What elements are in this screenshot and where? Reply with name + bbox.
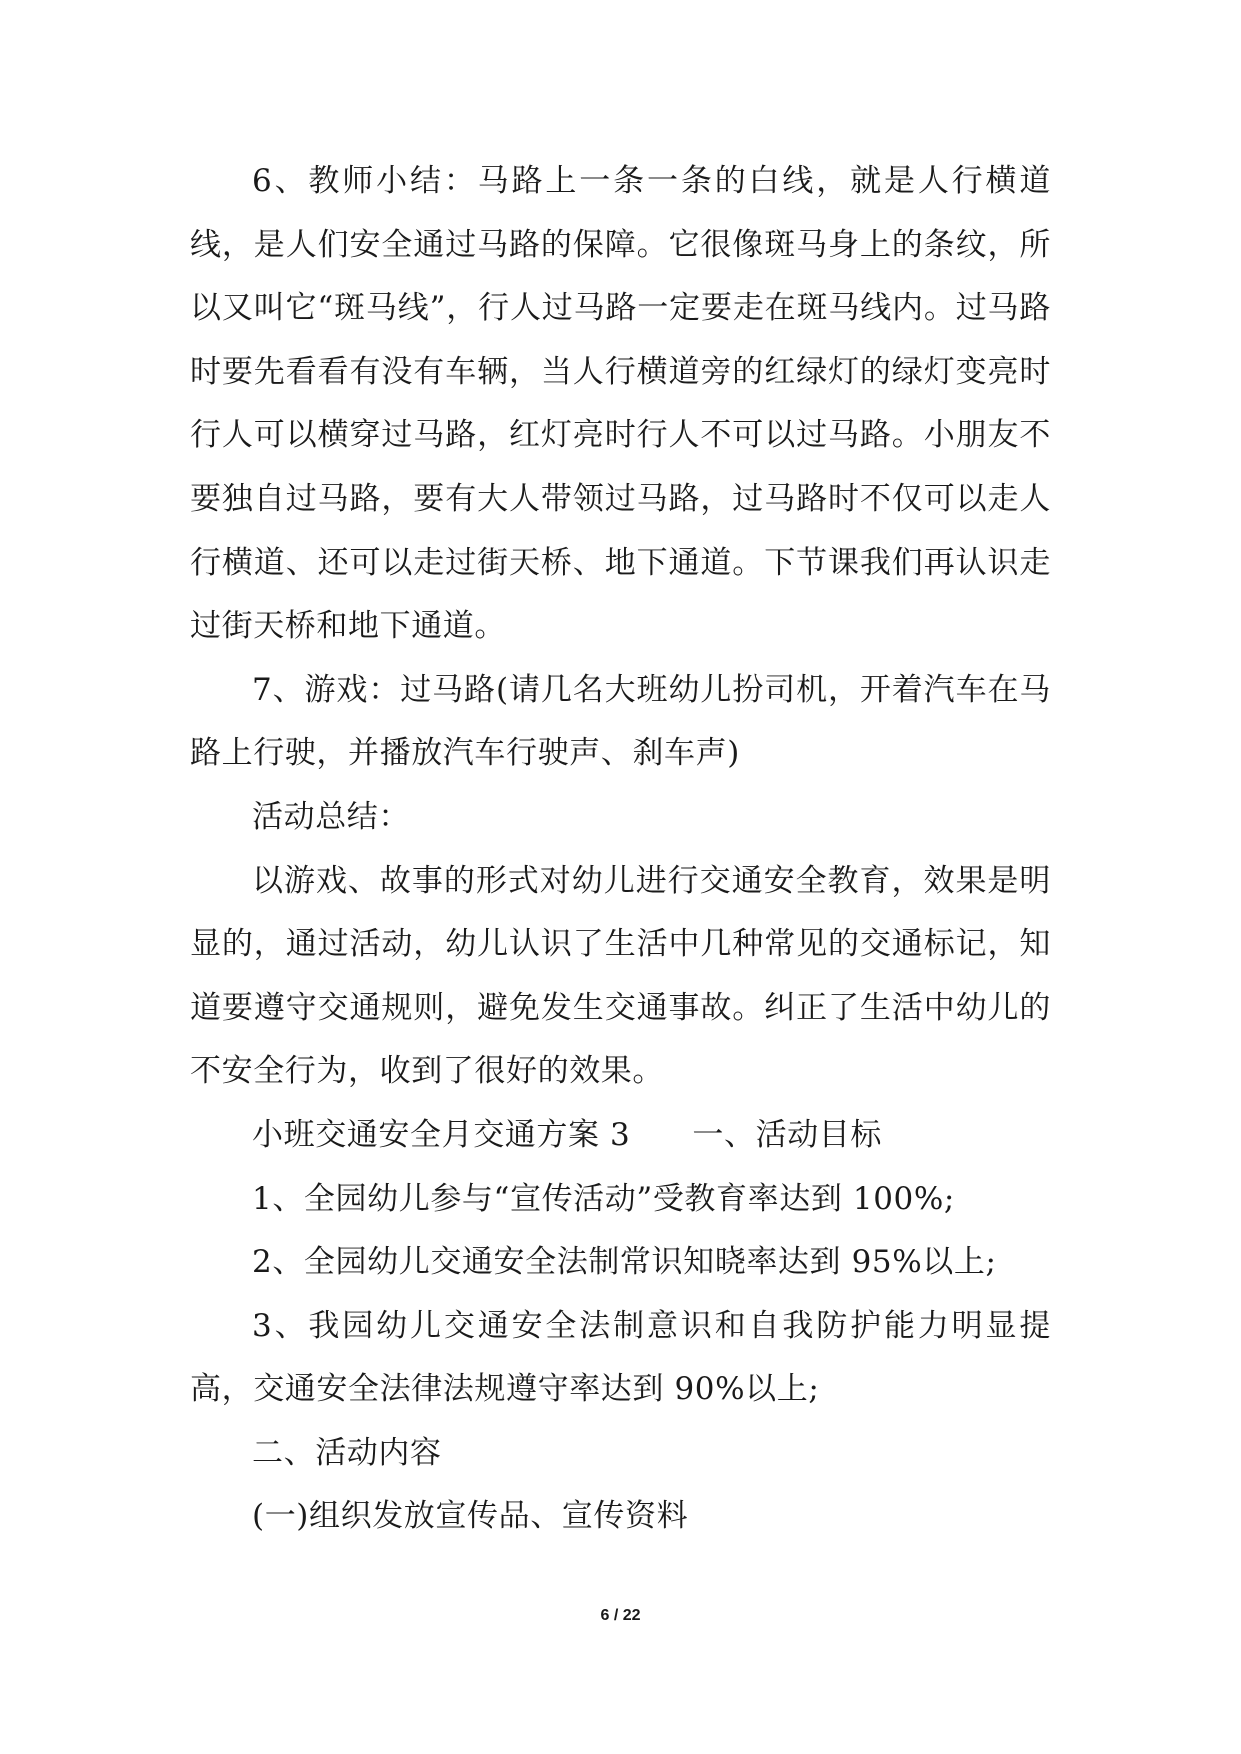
objective-3: 3、我园幼儿交通安全法制意识和自我防护能力明显提高，交通安全法律法规遵守率达到 90%以上; bbox=[190, 1307, 1051, 1408]
paragraph-activity-summary-heading: 活动总结： bbox=[252, 798, 410, 835]
paragraph-activity-summary: 以游戏、故事的形式对幼儿进行交通安全教育，效果是明显的，通过活动，幼儿认识了生活中几种常见的交通标记，知道要遵守交通规则，避免发生交通事故。纠正了生活中幼儿的不安全行为，收到了很好的效果。 bbox=[190, 862, 1051, 1090]
document-body bbox=[190, 150, 1051, 1549]
page-number: 6 / 22 bbox=[600, 1607, 641, 1624]
objectives-heading: 一、活动目标 bbox=[692, 1116, 882, 1153]
objective-2: 2、全园幼儿交通安全法制常识知晓率达到 95%以上; bbox=[252, 1244, 997, 1281]
content-item-1: (一)组织发放宣传品、宣传资料 bbox=[252, 1498, 689, 1535]
content-heading: 二、活动内容 bbox=[252, 1434, 442, 1471]
paragraph-teacher-summary: 6、教师小结：马路上一条一条的白线，就是人行横道线，是人们安全通过马路的保障。它很像斑马身上的条纹，所以又叫它“斑马线”，行人过马路一定要走在斑马线内。过马路时要先看看有没有车辆，当人行横道旁的红绿灯的绿灯变亮时行人可以横穿过马路，红灯亮时行人不可以过马路。小朋友不要独自过马路，要有大人带领过马路，过马路时不仅可以走人行横道、还可以走过街天桥、地下通道。下节课我们再认识走过街天桥和地下通道。 bbox=[190, 163, 1051, 645]
plan-title: 小班交通安全月交通方案 3 bbox=[252, 1116, 631, 1153]
paragraph-game: 7、游戏：过马路(请几名大班幼儿扮司机，开着汽车在马路上行驶，并播放汽车行驶声、刹车声) bbox=[190, 671, 1051, 772]
section-title-line bbox=[190, 1104, 1051, 1168]
objective-1: 1、全园幼儿参与“宣传活动”受教育率达到 100%; bbox=[252, 1180, 955, 1217]
